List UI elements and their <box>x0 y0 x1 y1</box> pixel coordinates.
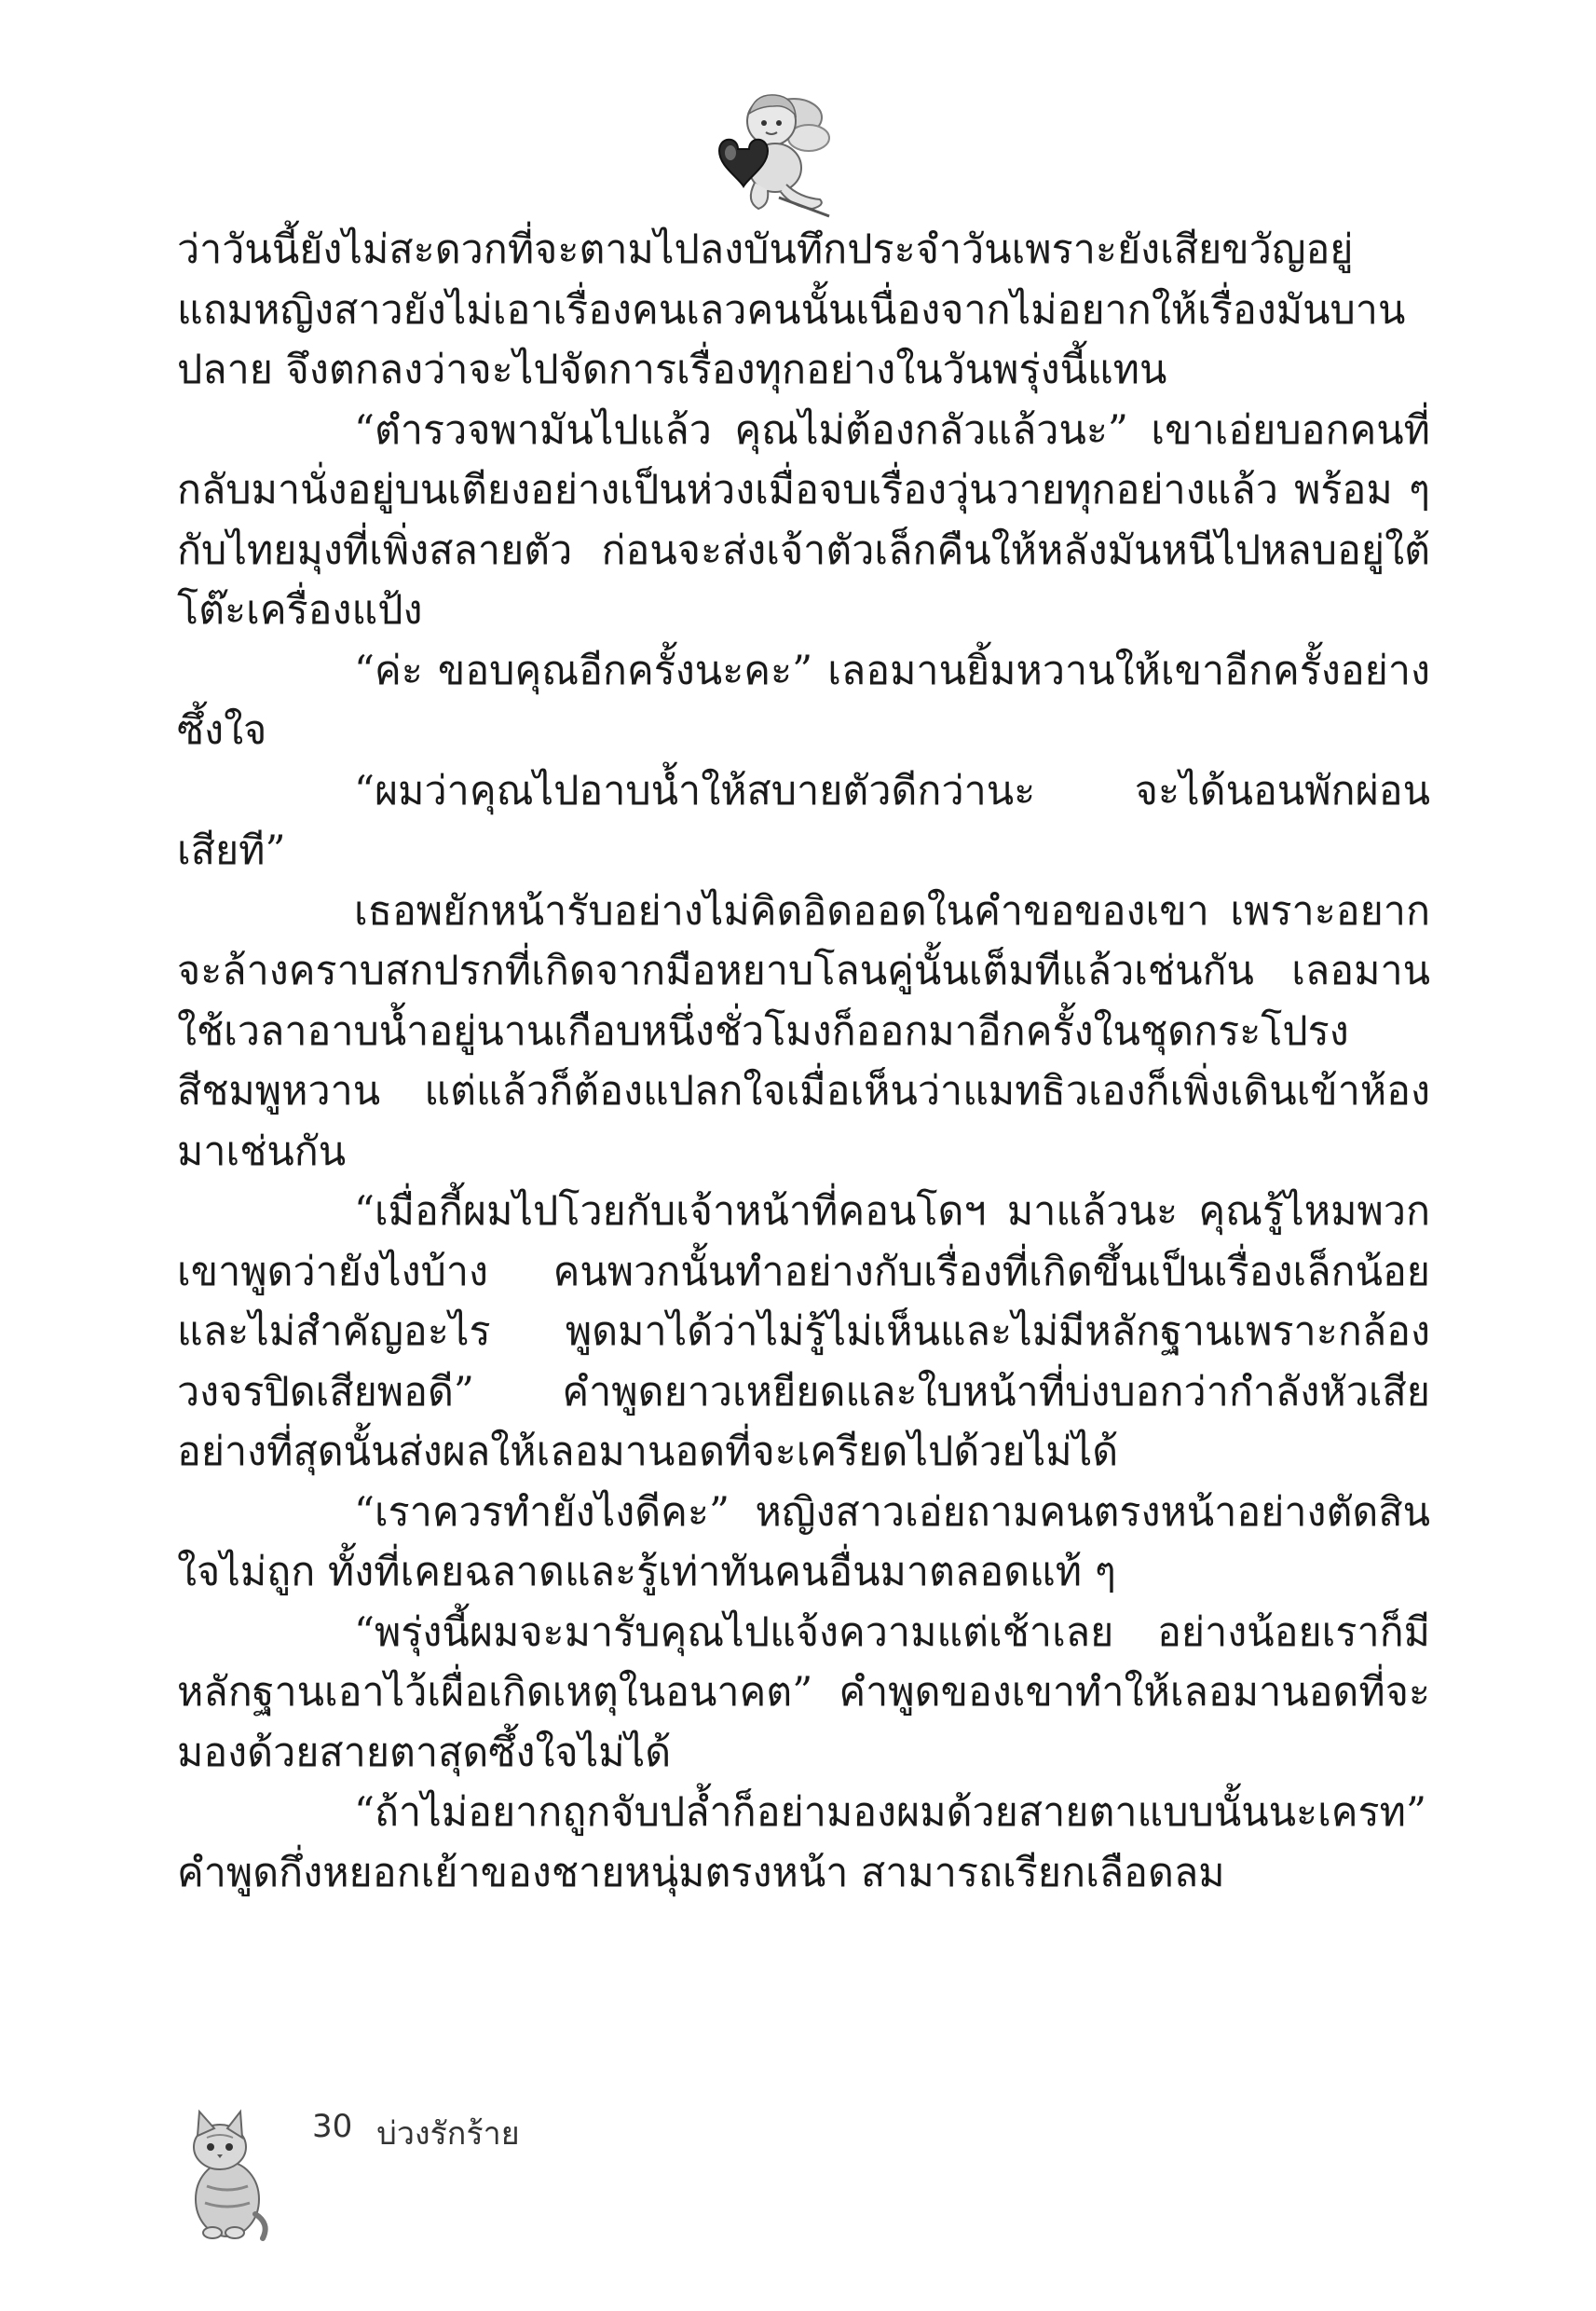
paragraph: “ถ้าไม่อยากถูกจับปล้ำก็อย่ามองผมด้วยสายตาแบบนั้นนะเครท” คำพูดกึ่งหยอกเย้าของชายหนุ่มตรงหน้า สามารถเรียกเลือดลม <box>177 1789 1426 1896</box>
paragraph: “ตำรวจพามันไปแล้ว คุณไม่ต้องกลัวแล้วนะ” เขาเอ่ยบอกคนที่กลับมานั่งอยู่บนเตียงอย่างเป็นห่วงเมื่อจบเรื่องวุ่นวายทุกอย่างแล้ว พร้อม ๆ กับไทยมุงที่เพิ่งสลายตัว ก่อนจะส่งเจ้าตัวเล็กคืนให้หลังมันหนีไปหลบอยู่ใต้โต๊ะเครื่องแป้ง <box>177 406 1430 634</box>
kitten-icon <box>179 2102 272 2242</box>
cupid-with-heart-icon <box>689 82 848 222</box>
book-title: บ่วงรักร้าย <box>376 2115 520 2153</box>
paragraph: “พรุ่งนี้ผมจะมารับคุณไปแจ้งความแต่เช้าเลย อย่างน้อยเราก็มีหลักฐานเอาไว้เผื่อเกิดเหตุในอนาคต” คำพูดของเขาทำให้เลอมานอดที่จะมองด้วยสายตาสุดซึ้งใจไม่ได้ <box>177 1608 1430 1776</box>
story-text <box>177 220 1430 1903</box>
paragraph: “เมื่อกี้ผมไปโวยกับเจ้าหน้าที่คอนโดฯ มาแล้วนะ คุณรู้ไหมพวกเขาพูดว่ายังไงบ้าง คนพวกนั้นทำอย่างกับเรื่องที่เกิดขึ้นเป็นเรื่องเล็กน้อยและไม่สำคัญอะไร พูดมาได้ว่าไม่รู้ไม่เห็นและไม่มีหลักฐานเพราะกล้องวงจรปิดเสียพอดี” คำพูดยาวเหยียดและใบหน้าที่บ่งบอกว่ากำลังหัวเสียอย่างที่สุดนั้นส่งผลให้เลอมานอดที่จะเครียดไปด้วยไม่ได้ <box>177 1188 1430 1475</box>
paragraph: “ผมว่าคุณไปอาบน้ำให้สบายตัวดีกว่านะ จะได้นอนพักผ่อนเสียที” <box>177 767 1430 874</box>
paragraph: เธอพยักหน้ารับอย่างไม่คิดอิดออดในคำขอของเขา เพราะอยากจะล้างคราบสกปรกที่เกิดจากมือหยาบโลนคู่นั้นเต็มทีแล้วเช่นกัน เลอมานใช้เวลาอาบน้ำอยู่นานเกือบหนึ่งชั่วโมงก็ออกมาอีกครั้งในชุดกระโปรงสีชมพูหวาน แต่แล้วก็ต้องแปลกใจเมื่อเห็นว่าแมทธิวเองก็เพิ่งเดินเข้าห้องมาเช่นกัน <box>177 887 1430 1175</box>
paragraph: “เราควรทำยังไงดีคะ” หญิงสาวเอ่ยถามคนตรงหน้าอย่างตัดสินใจไม่ถูก ทั้งที่เคยฉลาดและรู้เท่าทันคนอื่นมาตลอดแท้ ๆ <box>177 1488 1430 1595</box>
paragraph: ว่าวันนี้ยังไม่สะดวกที่จะตามไปลงบันทึกประจำวันเพราะยังเสียขวัญอยู่ แถมหญิงสาวยังไม่เอาเรื่องคนเลวคนนั้นเนื่องจากไม่อยากให้เรื่องมันบานปลาย จึงตกลงว่าจะไปจัดการเรื่องทุกอย่างในวันพรุ่งนี้แทน <box>177 226 1406 393</box>
page-number: 30 <box>312 2108 353 2145</box>
page-footer <box>312 2108 520 2158</box>
paragraph: “ค่ะ ขอบคุณอีกครั้งนะคะ” เลอมานยิ้มหวานให้เขาอีกครั้งอย่างซึ้งใจ <box>177 647 1430 754</box>
